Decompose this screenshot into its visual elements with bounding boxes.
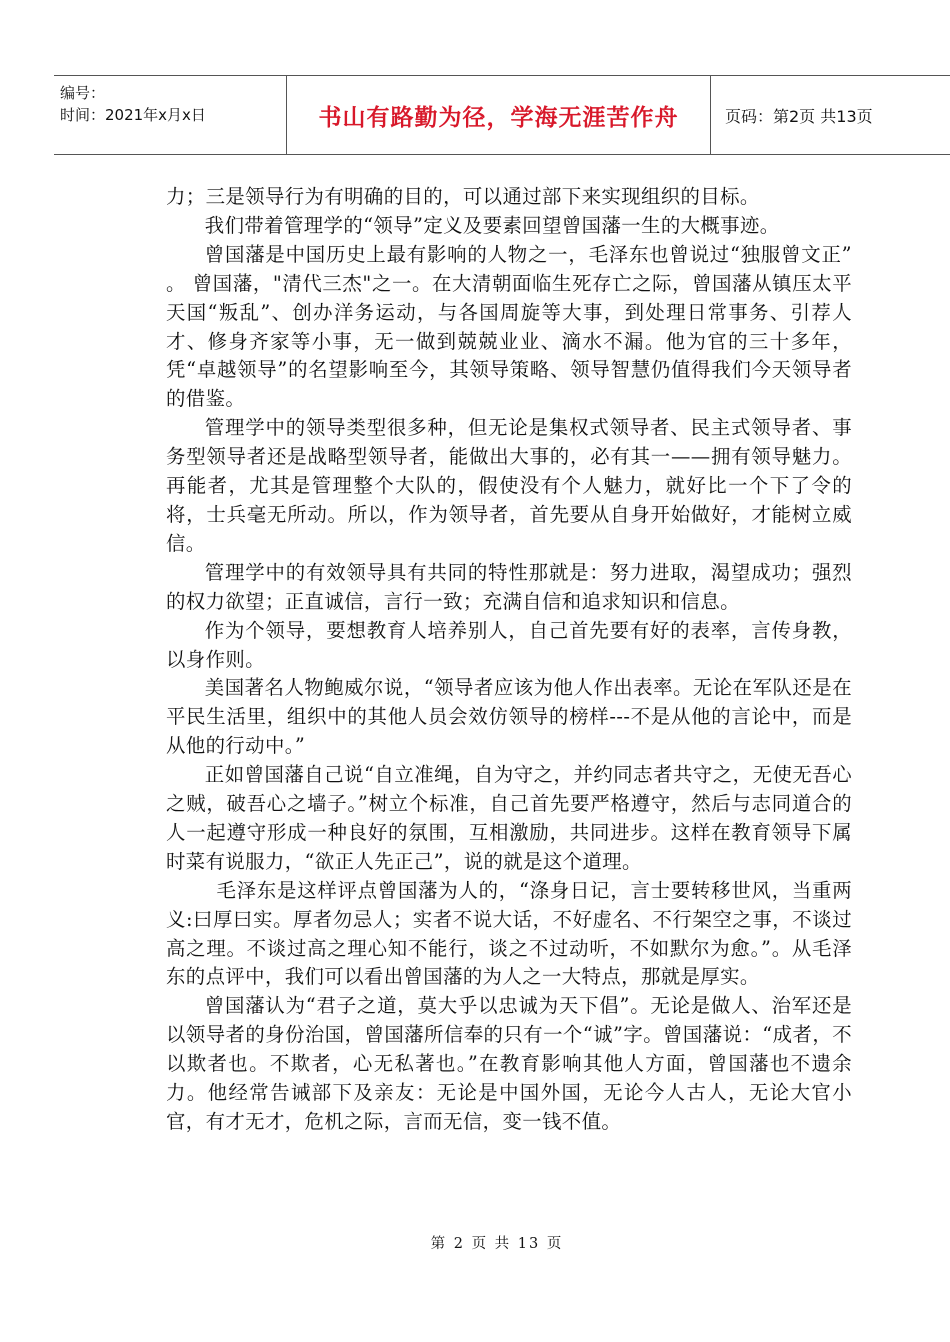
document-number-label: 编号： bbox=[60, 84, 106, 102]
paragraph-6: 作为个领导，要想教育人培养别人，自己首先要有好的表率，言传身教，以身作则。 bbox=[166, 618, 852, 671]
header-page-info: 页码：第2页 共13页 bbox=[725, 106, 873, 126]
paragraph-1: 力；三是领导行为有明确的目的，可以通过部下来实现组织的目标。 bbox=[166, 185, 760, 208]
header-motto: 书山有路勤为径，学海无涯苦作舟 bbox=[286, 76, 711, 154]
paragraph-9: 毛泽东是这样评点曾国藩为人的，“涤身日记，言士要转移世风，当重两义:曰厚曰实。厚者勿忌人；实者不说大话，不好虚名、不行架空之事，不谈过高之理。不谈过高之理心知不能行，谈之不过动听，不如默尔为愈。”。从毛泽东的点评中，我们可以看出曾国藩的为人之一大特点，那就是厚实。 bbox=[166, 878, 852, 989]
header-meta bbox=[54, 76, 286, 154]
paragraph-3: 曾国藩是中国历史上最有影响的人物之一，毛泽东也曾说过“独服曾文正” 。 曾国藩，"清代三杰"之一。在大清朝面临生死存亡之际，曾国藩从镇压太平天国“叛乱”、创办洋务运动，与各国周旋等大事，到处理日常事务、引荐人才、修身齐家等小事，无一做到兢兢业业、滴水不漏。他为官的三十多年，凭“卓越领导”的名望影响至今，其领导策略、领导智慧仍值得我们今天领导者的借鉴。 bbox=[166, 242, 852, 411]
paragraph-7: 美国著名人物鲍威尔说，“领导者应该为他人作出表率。无论在军队还是在平民生活里，组织中的其他人员会效仿领导的榜样---不是从他的言论中，而是从他的行动中。” bbox=[166, 676, 852, 758]
paragraph-4: 管理学中的领导类型很多种，但无论是集权式领导者、民主式领导者、事务型领导者还是战略型领导者，能做出大事的，必有其一——拥有领导魅力。再能者，尤其是管理整个大队的，假使没有个人魅力，就好比一个下了令的将，士兵毫无所动。所以，作为领导者，首先要从自身开始做好，才能树立威信。 bbox=[166, 416, 852, 555]
paragraph-10: 曾国藩认为“君子之道，莫大乎以忠诚为天下倡”。无论是做人、治军还是以领导者的身份治国，曾国藩所信奉的只有一个“诚”字。曾国藩说：“成者，不以欺者也。不欺者，心无私著也。”在教育影响其他人方面，曾国藩也不遗余力。他经常告诫部下及亲友：无论是中国外国，无论今人古人，无论大官小官，有才无才，危机之际，言而无信，变一钱不值。 bbox=[166, 994, 852, 1133]
page-header bbox=[54, 75, 950, 155]
paragraph-5: 管理学中的有效领导具有共同的特性那就是：努力进取，渴望成功；强烈的权力欲望；正直诚信，言行一致；充满自信和追求知识和信息。 bbox=[166, 560, 852, 613]
page-footer bbox=[0, 1232, 950, 1253]
document-time-label: 时间：2021年x月x日 bbox=[60, 106, 206, 124]
paragraph-2: 我们带着管理学的“领导”定义及要素回望曾国藩一生的大概事迹。 bbox=[204, 213, 780, 237]
footer-page-number: 第 2 页 共 13 页 bbox=[430, 1236, 564, 1252]
document-body bbox=[166, 183, 852, 1137]
paragraph-8: 正如曾国藩自己说“自立准绳，自为守之，并约同志者共守之，无使无吾心之贼，破吾心之墙子。”树立个标准，自己首先要严格遵守，然后与志同道合的人一起遵守形成一种良好的氛围，互相激励，共同进步。这样在教育领导下属时菜有说服力，“欲正人先正己”，说的就是这个道理。 bbox=[166, 763, 852, 873]
